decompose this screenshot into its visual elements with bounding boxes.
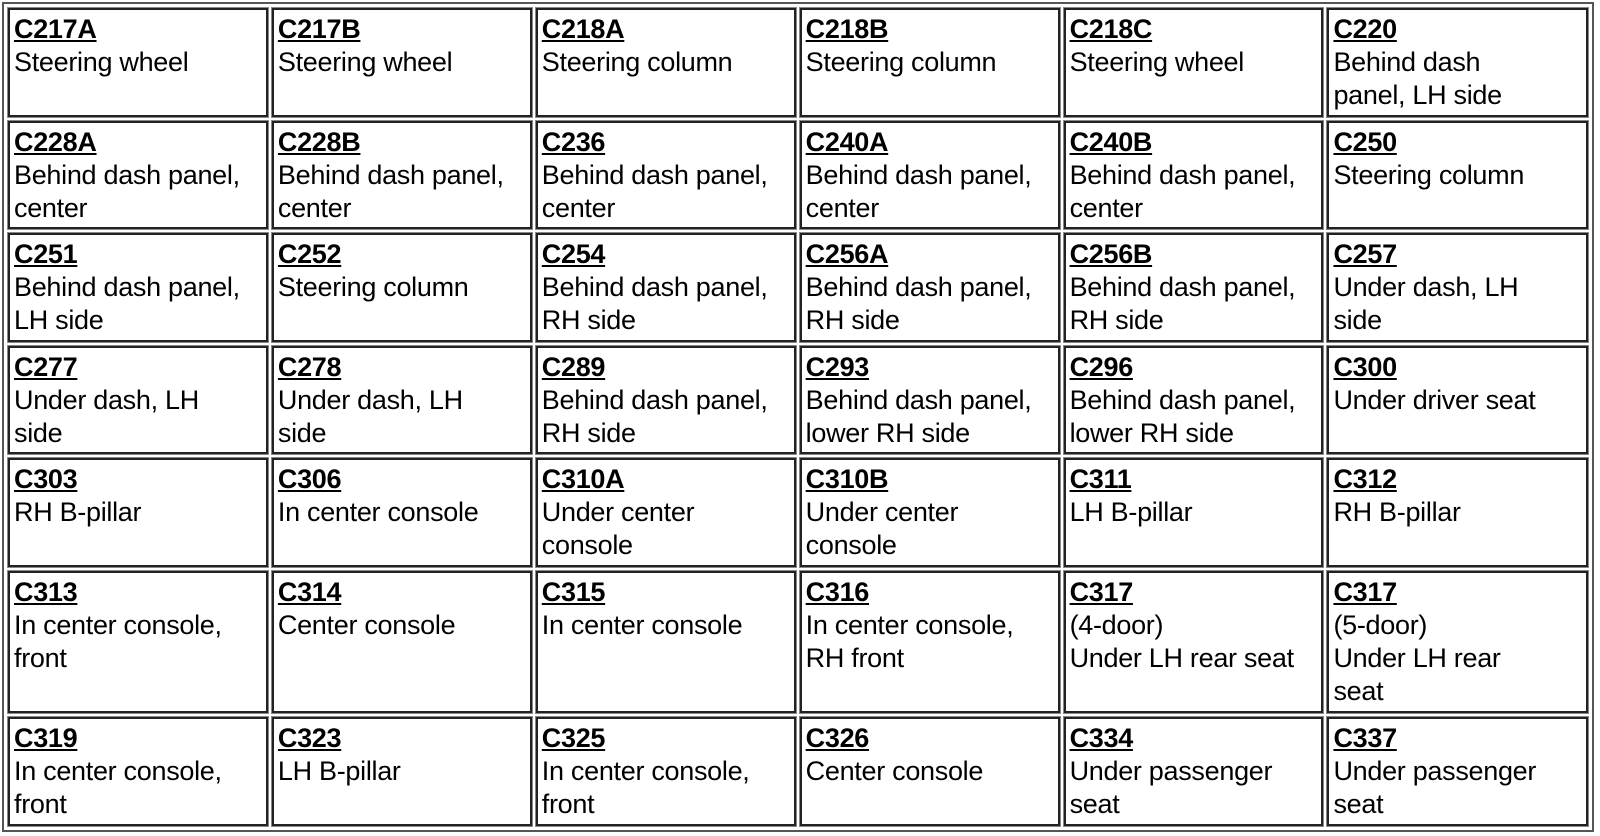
table-row — [8, 571, 1588, 713]
connector-location: In center console, RH front — [805, 609, 1014, 673]
connector-cell — [1064, 458, 1324, 567]
connector-code: C218B — [805, 14, 889, 44]
connector-code: C251 — [14, 239, 78, 270]
connector-code: C310A — [541, 464, 625, 495]
connector-code: C228A — [14, 126, 97, 157]
connector-cell — [1064, 233, 1324, 342]
connector-location: In center console, front — [14, 609, 222, 673]
connector-code: C220 — [1333, 14, 1397, 44]
connector-location: Behind dash panel, center — [805, 159, 1032, 223]
connector-code: C323 — [277, 723, 342, 754]
connector-cell — [536, 717, 796, 826]
connector-location: Behind dash panel, lower RH side — [1069, 384, 1296, 448]
connector-location: In center console, front — [14, 756, 222, 820]
connector-cell — [800, 233, 1060, 342]
connector-cell — [1327, 458, 1588, 567]
connector-code: C316 — [805, 576, 870, 607]
connector-code: C319 — [14, 723, 78, 754]
connector-cell — [272, 233, 532, 342]
connector-location: LH B-pillar — [277, 756, 401, 787]
connector-location: Behind dash panel, center — [541, 159, 768, 223]
connector-code: C306 — [277, 464, 342, 495]
connector-cell — [8, 717, 268, 826]
connector-location: Steering wheel — [1069, 47, 1244, 77]
connector-location: In center console — [277, 497, 479, 528]
connector-cell — [1064, 121, 1324, 230]
connector-location: RH B-pillar — [1333, 497, 1461, 528]
connector-code: C311 — [1069, 464, 1132, 495]
connector-location: Behind dash panel, RH side — [805, 272, 1032, 336]
connector-cell — [1327, 233, 1588, 342]
connector-code: C296 — [1069, 351, 1133, 382]
connector-location: In center console — [541, 609, 743, 640]
connector-cell — [800, 458, 1060, 567]
connector-cell — [8, 8, 268, 117]
connector-location: Behind dash panel, LH side — [1333, 47, 1502, 110]
connector-cell — [1064, 717, 1324, 826]
connector-location: Under passenger seat — [1333, 756, 1537, 820]
connector-location: Steering wheel — [277, 47, 453, 77]
connector-code: C312 — [1333, 464, 1397, 495]
connector-location: Under center console — [541, 497, 695, 561]
connector-location: (5-door) Under LH rear seat — [1333, 609, 1501, 706]
connector-code: C326 — [805, 723, 870, 754]
connector-location: Under dash, LH side — [1333, 272, 1519, 336]
connector-cell — [1064, 346, 1324, 455]
connector-location: Steering wheel — [14, 47, 189, 77]
connector-code: C317 — [1069, 576, 1133, 607]
connector-cell — [8, 233, 268, 342]
connector-location: In center console, front — [541, 756, 750, 820]
connector-location: Under dash, LH side — [14, 384, 199, 448]
connector-cell — [1327, 346, 1588, 455]
connector-cell — [272, 121, 532, 230]
connector-cell — [536, 458, 796, 567]
connector-code: C240B — [1069, 126, 1153, 157]
connector-code: C218A — [541, 14, 625, 44]
connector-cell — [1327, 571, 1588, 713]
connector-code: C217B — [277, 14, 361, 44]
connector-code: C257 — [1333, 239, 1397, 270]
connector-location: Center console — [805, 756, 984, 787]
connector-code: C256A — [805, 239, 889, 270]
connector-location: Behind dash panel, center — [277, 159, 504, 223]
table-row — [8, 121, 1588, 230]
connector-code: C236 — [541, 126, 606, 157]
connector-code: C218C — [1069, 14, 1153, 44]
connector-code: C334 — [1069, 723, 1133, 754]
connector-location: Behind dash panel, RH side — [541, 384, 768, 448]
connector-location: Steering column — [277, 272, 469, 303]
connector-code: C240A — [805, 126, 889, 157]
connector-location: Center console — [277, 609, 456, 640]
connector-code: C228B — [277, 126, 361, 157]
connector-code: C256B — [1069, 239, 1153, 270]
connector-code: C314 — [277, 576, 342, 607]
connector-cell — [800, 346, 1060, 455]
connector-location: Under dash, LH side — [277, 384, 463, 448]
connector-cell — [272, 8, 532, 117]
connector-location: Steering column — [541, 47, 733, 77]
connector-cell — [1064, 8, 1324, 117]
connector-cell — [1064, 571, 1324, 713]
connector-location: (4-door) Under LH rear seat — [1069, 609, 1294, 673]
connector-code: C317 — [1333, 576, 1397, 607]
connector-cell — [272, 346, 532, 455]
connector-code: C278 — [277, 351, 342, 382]
connector-code: C300 — [1333, 351, 1397, 382]
connector-code: C254 — [541, 239, 606, 270]
connector-cell — [272, 717, 532, 826]
connector-cell — [8, 121, 268, 230]
table-row — [8, 233, 1588, 342]
connector-cell — [1327, 8, 1588, 117]
connector-code: C310B — [805, 464, 889, 495]
connector-location: Behind dash panel, center — [1069, 159, 1296, 223]
connector-code: C315 — [541, 576, 606, 607]
connector-cell — [8, 346, 268, 455]
table-row — [8, 717, 1588, 826]
connector-code: C293 — [805, 351, 870, 382]
connector-location: Steering column — [1333, 159, 1525, 190]
connector-location: Under driver seat — [1333, 384, 1536, 415]
connector-cell — [272, 571, 532, 713]
connector-cell — [536, 346, 796, 455]
connector-location: LH B-pillar — [1069, 497, 1193, 528]
connector-cell — [8, 571, 268, 713]
connector-cell — [800, 717, 1060, 826]
connector-cell — [800, 8, 1060, 117]
connector-cell — [536, 121, 796, 230]
connector-location: Under passenger seat — [1069, 756, 1273, 820]
connector-code: C252 — [277, 239, 342, 270]
connector-code: C313 — [14, 576, 78, 607]
connector-location: Under center console — [805, 497, 959, 561]
connector-code: C277 — [14, 351, 78, 382]
connector-code: C289 — [541, 351, 606, 382]
connector-location: Behind dash panel, center — [14, 159, 240, 223]
connector-cell — [1327, 717, 1588, 826]
connector-cell — [272, 458, 532, 567]
connector-cell — [536, 8, 796, 117]
connector-location: Behind dash panel, LH side — [14, 272, 240, 336]
connector-location: Steering column — [805, 47, 997, 77]
table-row — [8, 346, 1588, 455]
connector-location: Behind dash panel, RH side — [541, 272, 768, 336]
connector-code: C325 — [541, 723, 606, 754]
connector-code: C303 — [14, 464, 78, 495]
connector-location: RH B-pillar — [14, 497, 142, 528]
connector-code: C250 — [1333, 126, 1397, 157]
table-row — [8, 8, 1588, 117]
connector-cell — [800, 121, 1060, 230]
table-row — [8, 458, 1588, 567]
connector-location-table — [2, 2, 1594, 832]
connector-cell — [8, 458, 268, 567]
connector-cell — [1327, 121, 1588, 230]
connector-location: Behind dash panel, RH side — [1069, 272, 1296, 336]
connector-cell — [800, 571, 1060, 713]
connector-cell — [536, 233, 796, 342]
connector-table-body — [8, 8, 1588, 826]
connector-cell — [536, 571, 796, 713]
connector-code: C337 — [1333, 723, 1397, 754]
connector-location: Behind dash panel, lower RH side — [805, 384, 1032, 448]
connector-code: C217A — [14, 14, 97, 44]
